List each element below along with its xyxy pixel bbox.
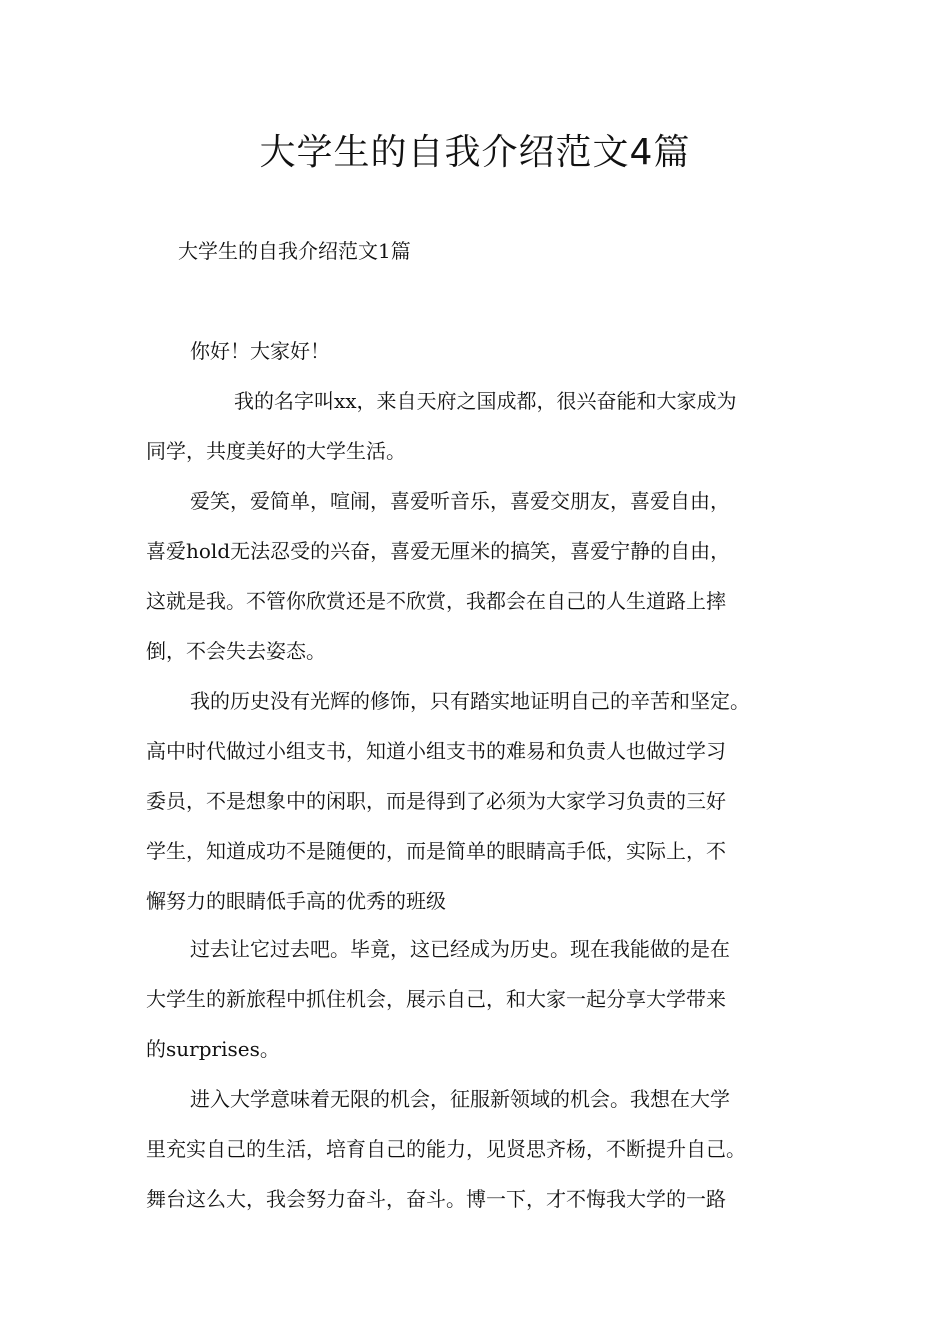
text-line: 喜爱hold无法忍受的兴奋，喜爱无厘米的搞笑，喜爱宁静的自由，: [146, 539, 731, 563]
text-line: 这就是我。不管你欣赏还是不欣赏，我都会在自己的人生道路上摔: [146, 589, 726, 613]
text-line: 倒，不会失去姿态。: [146, 639, 326, 663]
text-line: 大学生的新旅程中抓住机会，展示自己，和大家一起分享大学带来: [146, 987, 726, 1011]
text-line: 舞台这么大，我会努力奋斗，奋斗。博一下，才不悔我大学的一路: [146, 1187, 726, 1211]
text-line: 高中时代做过小组支书，知道小组支书的难易和负责人也做过学习: [146, 739, 726, 763]
text-line: 过去让它过去吧。毕竟，这已经成为历史。现在我能做的是在: [190, 937, 730, 961]
text-line: 的surprises。: [146, 1037, 280, 1061]
text-line: 委员，不是想象中的闲职，而是得到了必须为大家学习负责的三好: [146, 789, 726, 813]
text-line: 学生，知道成功不是随便的，而是简单的眼睛高手低，实际上，不: [146, 839, 726, 863]
text-line: 懈努力的眼睛低手高的优秀的班级: [146, 889, 446, 913]
text-line: 进入大学意味着无限的机会，征服新领域的机会。我想在大学: [190, 1087, 730, 1111]
section-subtitle: 大学生的自我介绍范文1篇: [178, 239, 411, 263]
text-line: 你好！大家好！: [190, 339, 330, 363]
text-line: 爱笑，爱简单，喧闹，喜爱听音乐，喜爱交朋友，喜爱自由，: [190, 489, 730, 513]
text-line: 我的历史没有光辉的修饰，只有踏实地证明自己的辛苦和坚定。: [190, 689, 750, 713]
text-line: 里充实自己的生活，培育自己的能力，见贤思齐杨，不断提升自己。: [146, 1137, 746, 1161]
document-title: 大学生的自我介绍范文4篇: [259, 132, 691, 173]
text-line: 同学，共度美好的大学生活。: [146, 439, 406, 463]
text-line: 我的名字叫xx，来自天府之国成都，很兴奋能和大家成为: [234, 389, 737, 413]
